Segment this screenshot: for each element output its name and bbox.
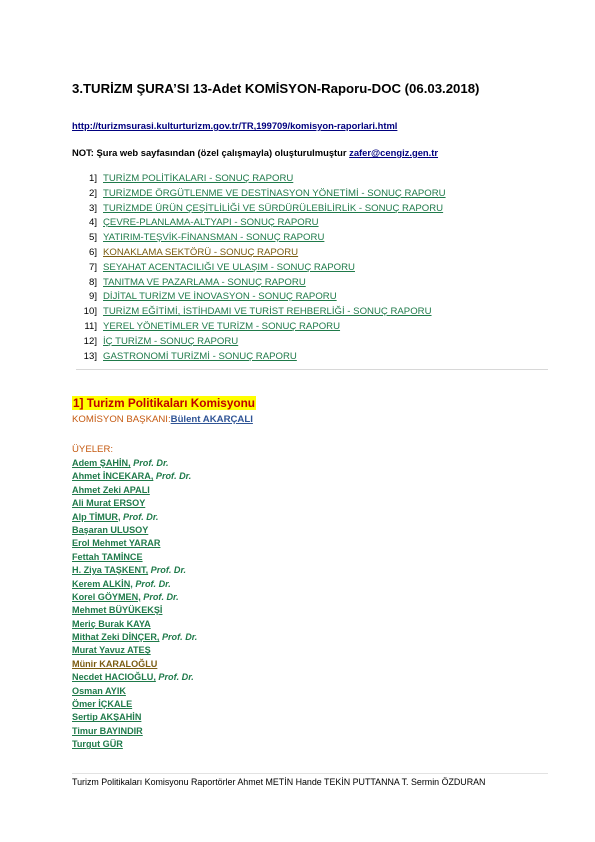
member-item [72,470,197,483]
member-name-link[interactable]: Murat Yavuz ATEŞ [72,645,151,656]
member-title: Prof. Dr. [150,565,187,576]
toc-item [72,202,552,217]
member-title: Prof. Dr. [135,578,171,589]
member-title: Prof. Dr. [133,458,169,468]
section-heading: 1] Turizm Politikaları Komisyonu [73,396,256,410]
member-name-link[interactable]: Meriç Burak KAYA [72,618,151,629]
member-title: Prof. Dr. [123,511,159,522]
member-item [72,711,197,724]
member-name-link[interactable]: Mehmet BÜYÜKEKŞİ [72,605,163,616]
toc-item-link[interactable]: İÇ TURİZM - SONUÇ RAPORU [103,335,239,347]
member-name-link[interactable]: Fettah TAMİNCE [72,551,143,562]
chair-label: KOMİSYON BAŞKANI: [72,414,171,425]
toc-item-link[interactable]: SEYAHAT ACENTACILIĞI VE ULAŞIM - SONUÇ RAPORU [103,261,355,273]
member-name-link[interactable]: Adem ŞAHİN, [72,458,131,468]
toc-item [72,276,552,291]
toc-item-link[interactable]: YATIRIM-TEŞVİK-FİNANSMAN - SONUÇ RAPORU [103,232,325,244]
member-name-link[interactable]: Necdet HACIOĞLU, [72,672,156,683]
member-item [72,484,197,497]
toc-divider [76,369,548,370]
member-name-link[interactable]: Münir KARALOĞLU [72,658,158,669]
member-name-link[interactable]: Başaran ULUSOY [72,524,149,535]
member-title: Prof. Dr. [155,471,192,482]
member-title: Prof. Dr. [158,672,194,683]
member-name-link[interactable]: Turgut GÜR [72,739,123,750]
toc-item-link[interactable]: YEREL YÖNETİMLER VE TURİZM - SONUÇ RAPORU [103,320,341,332]
toc-item-number: 2] [88,187,97,199]
member-name-link[interactable]: Ali Murat ERSOY [72,498,146,509]
page-footer: Turizm Politikaları Komisyonu Raportörler Ahmet METİN Hande TEKİN PUTTANNA T. Sermin ÖZDURAN [72,777,486,787]
member-name-link[interactable]: Ahmet Zeki APALI [72,484,150,495]
member-title: Prof. Dr. [143,591,179,602]
toc-item-number: 8] [88,276,97,288]
document-title: 3.TURİZM ŞURA’SI 13-Adet KOMİSYON-Raporu-DOC (06.03.2018) [72,81,480,96]
toc-item [72,216,552,231]
member-item [72,685,197,698]
toc-item-number: 5] [88,232,97,244]
toc-item-number: 13] [83,350,97,362]
member-name-link[interactable]: Sertip AKŞAHİN [72,712,142,723]
toc-item-number: 4] [88,217,97,229]
note-line [72,147,438,158]
footer-divider [72,773,548,774]
toc-item-number: 7] [88,261,97,273]
member-name-link[interactable]: Korel GÖYMEN, [72,591,141,602]
toc-item-number: 3] [88,202,97,214]
member-name-link[interactable]: Ömer İÇKALE [72,699,133,710]
member-item [72,604,197,617]
toc-item-link[interactable]: ÇEVRE-PLANLAMA-ALTYAPI - SONUÇ RAPORU [103,217,319,229]
member-item [72,591,197,604]
toc-item [72,305,552,320]
toc-item-number: 12] [83,335,97,347]
member-item [72,537,197,550]
source-url-link[interactable]: http://turizmsurasi.kulturturizm.gov.tr/TR,199709/komisyon-raporlari.html [72,120,398,131]
note-email-link[interactable]: zafer@cengiz.gen.tr [349,147,439,158]
toc-item [72,261,552,276]
table-of-contents [72,172,552,364]
toc-item [72,290,552,305]
member-name-link[interactable]: H. Ziya TAŞKENT, [72,565,149,576]
member-name-link[interactable]: Alp TİMUR, [72,511,121,522]
member-item [72,698,197,711]
toc-item-link[interactable]: TURİZMDE ÜRÜN ÇEŞİTLİLİĞİ VE SÜRDÜRÜLEBİLİRLİK - SONUÇ RAPORU [103,202,444,214]
toc-item-number: 6] [88,246,97,258]
toc-item-link[interactable]: TURİZM EĞİTİMİ, İSTİHDAMI VE TURİST REHBERLİĞİ - SONUÇ RAPORU [103,306,432,318]
toc-item [72,187,552,202]
member-item [72,644,197,657]
member-item [72,658,197,671]
member-title: Prof. Dr. [161,632,198,643]
member-item [72,524,197,537]
toc-item-link[interactable]: TURİZM POLİTİKALARI - SONUÇ RAPORU [103,173,294,184]
member-name-link[interactable]: Kerem ALKİN, [72,578,133,589]
toc-item [72,172,552,187]
member-item [72,578,197,591]
member-item [72,564,197,577]
member-item [72,618,197,631]
member-item [72,631,197,644]
members-heading: ÜYELER: [72,444,114,455]
member-item [72,671,197,684]
toc-item-link[interactable]: TANITMA VE PAZARLAMA - SONUÇ RAPORU [103,276,306,288]
toc-item-number: 1] [88,173,97,184]
member-item [72,738,197,751]
note-text: NOT: Şura web sayfasından (özel çalışmayla) oluşturulmuştur [72,147,350,158]
chair-name-link[interactable]: Bülent AKARÇALI [170,414,253,425]
member-item [72,725,197,738]
member-item [72,511,197,524]
toc-item-number: 9] [88,291,97,303]
toc-item [72,231,552,246]
toc-item [72,320,552,335]
toc-item [72,335,552,350]
toc-item-link[interactable]: TURİZMDE ÖRGÜTLENME VE DESTİNASYON YÖNETİMİ - SONUÇ RAPORU [103,187,446,199]
member-name-link[interactable]: Erol Mehmet YARAR [72,538,161,549]
toc-item-link[interactable]: KONAKLAMA SEKTÖRÜ - SONUÇ RAPORU [103,246,299,258]
toc-item-number: 11] [84,320,97,332]
member-name-link[interactable]: Mithat Zeki DİNÇER, [72,632,160,643]
toc-item-number: 10] [83,306,97,318]
member-item [72,457,197,470]
member-item [72,551,197,564]
commission-chair [72,414,253,425]
toc-item-link[interactable]: GASTRONOMİ TURİZMİ - SONUÇ RAPORU [103,350,297,362]
member-name-link[interactable]: Osman AYIK [72,685,126,696]
toc-item [72,350,552,365]
member-name-link[interactable]: Timur BAYINDIR [72,725,143,736]
members-list [72,457,197,752]
toc-item [72,246,552,261]
member-item [72,497,197,510]
toc-item-link[interactable]: DİJİTAL TURİZM VE İNOVASYON - SONUÇ RAPORU [103,291,337,303]
member-name-link[interactable]: Ahmet İNCEKARA, [72,471,154,482]
